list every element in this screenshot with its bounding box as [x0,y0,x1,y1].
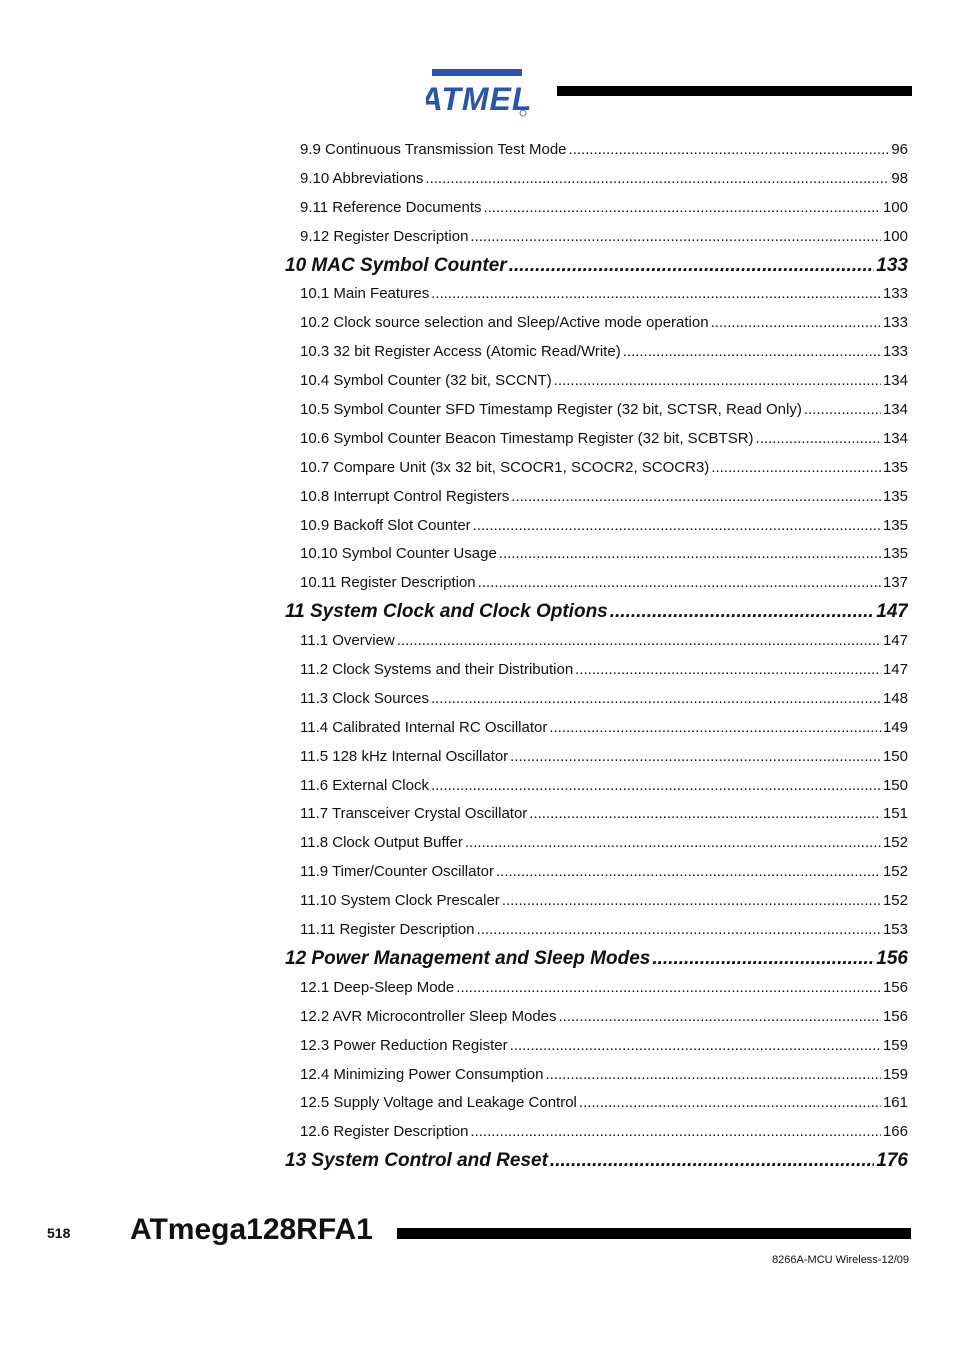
document-code: 8266A-MCU Wireless-12/09 [772,1254,909,1266]
toc-entry-page: 134 [882,429,908,447]
toc-entry-title: 11.7 Transceiver Crystal Oscillator [300,805,528,823]
toc-dot-leader [484,194,881,223]
toc-entry-title: 10.3 32 bit Register Access (Atomic Read/Write) [300,343,621,361]
toc-dot-leader [510,1032,881,1061]
toc-section-entry[interactable] [285,280,908,309]
toc-section-entry[interactable] [285,685,908,714]
toc-section-entry[interactable] [285,223,908,252]
toc-section-entry[interactable] [285,367,908,396]
toc-section-entry[interactable] [285,136,908,165]
toc-section-entry[interactable] [285,194,908,223]
toc-entry-title: 9.10 Abbreviations [300,169,424,187]
toc-section-entry[interactable] [285,974,908,1003]
toc-entry-page: 156 [882,978,908,996]
toc-entry-title: 11.1 Overview [300,632,395,650]
toc-entry-page: 134 [882,372,908,390]
toc-entry-page: 151 [882,805,908,823]
toc-section-entry[interactable] [285,1089,908,1118]
toc-dot-leader [502,887,881,916]
toc-entry-title: 10.2 Clock source selection and Sleep/Active mode operation [300,314,709,332]
toc-entry-title: 10.5 Symbol Counter SFD Timestamp Register (32 bit, SCTSR, Read Only) [300,401,802,419]
toc-entry-title: 9.9 Continuous Transmission Test Mode [300,141,567,158]
footer-rule [397,1228,911,1239]
toc-entry-page: 150 [882,776,908,794]
toc-entry-page: 149 [882,718,908,736]
toc-dot-leader [478,569,881,598]
toc-dot-leader [545,1061,881,1090]
toc-dot-leader [397,627,881,656]
toc-dot-leader [549,714,881,743]
toc-entry-page: 133 [882,314,908,332]
toc-section-entry[interactable] [285,887,908,916]
toc-dot-leader [499,540,881,569]
toc-dot-leader [509,252,875,281]
toc-entry-page: 156 [876,947,908,969]
toc-section-entry[interactable] [285,425,908,454]
toc-entry-title: 11.4 Calibrated Internal RC Oscillator [300,718,548,736]
toc-dot-leader [496,858,881,887]
toc-dot-leader [470,1118,881,1147]
document-title: ATmega128RFA1 [130,1213,373,1246]
toc-entry-title: 11.3 Clock Sources [300,689,429,707]
toc-entry-title: 10.4 Symbol Counter (32 bit, SCCNT) [300,372,552,390]
toc-dot-leader [610,598,875,627]
toc-entry-page: 156 [882,1007,908,1025]
toc-entry-title: 12.1 Deep-Sleep Mode [300,978,455,996]
toc-dot-leader [470,223,881,252]
toc-entry-title: 10.8 Interrupt Control Registers [300,487,510,505]
toc-entry-page: 152 [882,892,908,910]
toc-dot-leader [652,945,874,974]
toc-dot-leader [559,1003,881,1032]
toc-dot-leader [425,165,889,194]
toc-dot-leader [756,425,881,454]
toc-dot-leader [431,685,881,714]
atmel-logo-text: ATMEL [426,81,530,117]
toc-entry-title: 12.2 AVR Microcontroller Sleep Modes [300,1007,557,1025]
toc-entry-page: 166 [882,1123,908,1141]
toc-entry-title: 10.10 Symbol Counter Usage [300,545,497,563]
toc-entry-page: 135 [882,545,908,563]
toc-entry-title: 9.11 Reference Documents [300,198,482,216]
toc-dot-leader [569,136,890,165]
toc-entry-page: 96 [891,141,908,158]
toc-entry-page: 100 [882,227,908,245]
toc-chapter-entry[interactable] [285,598,908,627]
toc-entry-page: 150 [882,747,908,765]
toc-entry-title: 11.8 Clock Output Buffer [300,834,463,852]
toc-dot-leader [550,1147,874,1176]
toc-entry-page: 147 [882,661,908,679]
page-number: 518 [47,1225,71,1241]
toc-entry-title: 11.9 Timer/Counter Oscillator [300,863,494,881]
toc-entry-title: 11.6 External Clock [300,776,429,794]
header-rule [557,86,912,96]
toc-entry-page: 148 [882,689,908,707]
toc-dot-leader [431,280,881,309]
toc-entry-title: 11.11 Register Description [300,921,475,939]
toc-dot-leader [431,772,881,801]
toc-entry-title: 10.9 Backoff Slot Counter [300,516,471,534]
toc-chapter-entry[interactable] [285,1147,908,1176]
toc-entry-page: 152 [882,863,908,881]
toc-section-entry[interactable] [285,1061,908,1090]
toc-dot-leader [711,454,881,483]
toc-entry-page: 133 [882,343,908,361]
toc-entry-page: 159 [882,1065,908,1083]
toc-dot-leader [554,367,881,396]
toc-entry-title: 12.3 Power Reduction Register [300,1036,508,1054]
toc-entry-title: 11 System Clock and Clock Options [285,601,608,623]
toc-entry-title: 10.1 Main Features [300,285,430,303]
toc-entry-page: 152 [882,834,908,852]
toc-section-entry[interactable] [285,454,908,483]
toc-dot-leader [804,396,881,425]
toc-entry-page: 98 [891,169,908,187]
toc-section-entry[interactable] [285,1003,908,1032]
toc-section-entry[interactable] [285,743,908,772]
toc-entry-page: 135 [882,487,908,505]
toc-dot-leader [575,656,881,685]
toc-chapter-entry[interactable] [285,252,908,281]
toc-section-entry[interactable] [285,627,908,656]
toc-entry-title: 10.7 Compare Unit (3x 32 bit, SCOCR1, SCOCR2, SCOCR3) [300,458,710,476]
toc-section-entry[interactable] [285,338,908,367]
toc-entry-title: 11.5 128 kHz Internal Oscillator [300,747,509,765]
toc-entry-page: 159 [882,1036,908,1054]
toc-entry-page: 161 [882,1094,908,1112]
toc-entry-page: 134 [882,401,908,419]
toc-section-entry[interactable] [285,916,908,945]
toc-section-entry[interactable] [285,165,908,194]
toc-dot-leader [711,309,881,338]
toc-section-entry[interactable] [285,800,908,829]
toc-entry-title: 12.5 Supply Voltage and Leakage Control [300,1094,577,1112]
toc-dot-leader [511,483,881,512]
toc-dot-leader [465,829,881,858]
toc-section-entry[interactable] [285,1032,908,1061]
toc-section-entry[interactable] [285,512,908,541]
toc-section-entry[interactable] [285,569,908,598]
toc-dot-leader [529,800,881,829]
atmel-logo [426,67,530,117]
toc-section-entry[interactable] [285,858,908,887]
toc-section-entry[interactable] [285,309,908,338]
toc-entry-title: 10.6 Symbol Counter Beacon Timestamp Register (32 bit, SCBTSR) [300,429,754,447]
table-of-contents [285,136,908,1176]
toc-entry-page: 133 [882,285,908,303]
toc-entry-title: 10 MAC Symbol Counter [285,254,507,276]
toc-entry-page: 147 [876,601,908,623]
toc-entry-page: 176 [876,1150,908,1172]
toc-entry-page: 147 [882,632,908,650]
toc-dot-leader [510,743,881,772]
toc-entry-title: 10.11 Register Description [300,574,476,592]
toc-entry-title: 11.2 Clock Systems and their Distribution [300,661,574,679]
toc-entry-page: 135 [882,458,908,476]
toc-dot-leader [579,1089,881,1118]
toc-section-entry[interactable] [285,714,908,743]
toc-entry-page: 133 [876,254,908,276]
toc-dot-leader [477,916,881,945]
toc-entry-page: 100 [882,198,908,216]
toc-section-entry[interactable] [285,540,908,569]
toc-entry-page: 153 [882,921,908,939]
toc-dot-leader [473,512,881,541]
atmel-logo-icon [426,67,530,117]
toc-dot-leader [456,974,881,1003]
toc-dot-leader [623,338,881,367]
toc-chapter-entry[interactable] [285,945,908,974]
toc-entry-title: 12.6 Register Description [300,1123,469,1141]
toc-entry-title: 11.10 System Clock Prescaler [300,892,500,910]
toc-section-entry[interactable] [285,829,908,858]
toc-entry-title: 12 Power Management and Sleep Modes [285,947,651,969]
toc-entry-title: 13 System Control and Reset [285,1150,548,1172]
toc-section-entry[interactable] [285,396,908,425]
toc-entry-title: 9.12 Register Description [300,227,469,245]
toc-section-entry[interactable] [285,772,908,801]
toc-section-entry[interactable] [285,656,908,685]
toc-entry-page: 137 [882,574,908,592]
toc-section-entry[interactable] [285,483,908,512]
toc-entry-page: 135 [882,516,908,534]
toc-section-entry[interactable] [285,1118,908,1147]
toc-entry-title: 12.4 Minimizing Power Consumption [300,1065,544,1083]
